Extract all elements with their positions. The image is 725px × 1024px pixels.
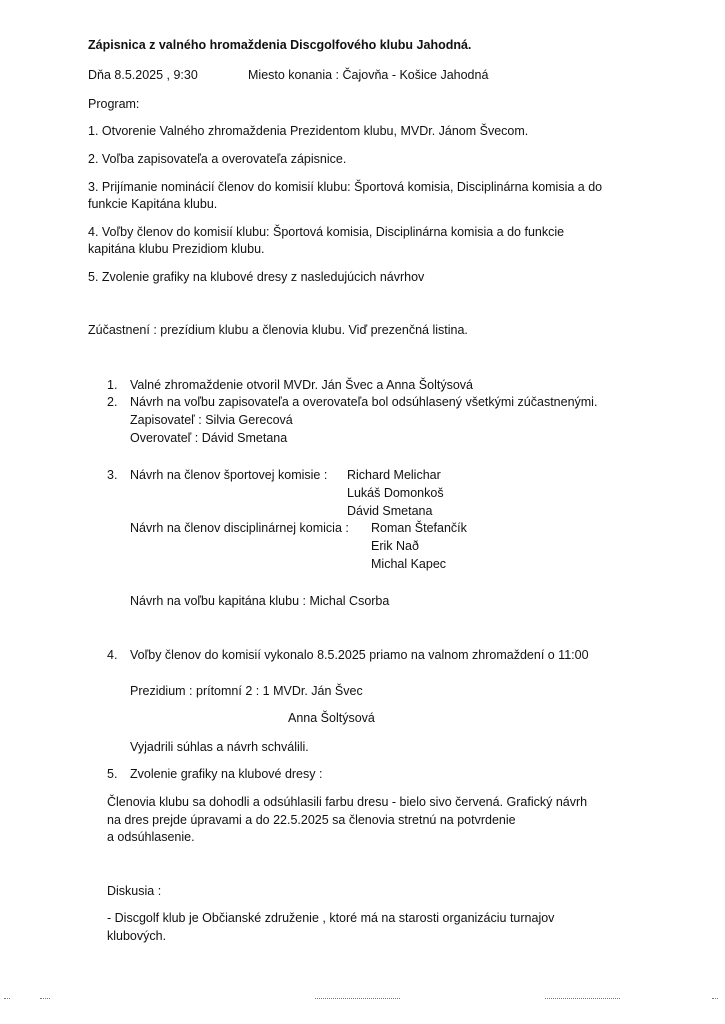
section-number: 3.	[107, 468, 118, 482]
presidium-member: Anna Šoltýsová	[288, 711, 375, 725]
program-item: 5. Zvolenie grafiky na klubové dresy z nasledujúcich návrhov	[88, 270, 425, 284]
section-2-text: Návrh na voľbu zapisovateľa a overovateľa bol odsúhlasený všetkými zúčastnenými.	[130, 395, 598, 409]
section-number: 5.	[107, 767, 118, 781]
disciplinary-member: Roman Štefančík	[371, 521, 467, 535]
program-item: 4. Voľby členov do komisií klubu: Športová komisia, Disciplinárna komisia a do funkcie	[88, 225, 565, 239]
disciplinary-member: Erik Nað	[371, 539, 419, 553]
program-heading: Program:	[88, 97, 140, 111]
footer-dots	[4, 998, 10, 1000]
section-5-paragraph: a odsúhlasenie.	[107, 830, 195, 844]
section-5-text: Zvolenie grafiky na klubové dresy :	[130, 767, 323, 781]
program-item: 2. Voľba zapisovateľa a overovateľa zápisnice.	[88, 152, 347, 166]
section-5-paragraph: na dres prejde úpravami a do 22.5.2025 sa členovia stretnú na potvrdenie	[107, 813, 516, 827]
section-number: 1.	[107, 378, 118, 392]
section-4-text: Voľby členov do komisií vykonalo 8.5.2025 priamo na valnom zhromaždení o 11:00	[130, 648, 589, 662]
sport-commission-label: Návrh na členov športovej komisie :	[130, 468, 328, 482]
captain-nomination: Návrh na voľbu kapitána klubu : Michal Csorba	[130, 594, 390, 608]
sport-member: Lukáš Domonkoš	[347, 486, 444, 500]
program-item: 3. Prijímanie nominácií členov do komisií klubu: Športová komisia, Disciplinárna komisia a do	[88, 180, 603, 194]
section-5-paragraph: Členovia klubu sa dohodli a odsúhlasili farbu dresu - bielo sivo červená. Grafický návrh	[107, 795, 588, 809]
sport-member: Richard Melichar	[347, 468, 441, 482]
section-number: 2.	[107, 395, 118, 409]
approval: Vyjadrili súhlas a návrh schválili.	[130, 740, 309, 754]
meeting-date: Dňa 8.5.2025 , 9:30	[88, 68, 198, 82]
discussion-line: - Discgolf klub je Občianské združenie , ktoré má na starosti organizáciu turnajov	[107, 911, 555, 925]
program-item: 1. Otvorenie Valného zhromaždenia Prezidentom klubu, MVDr. Jánom Švecom.	[88, 124, 529, 138]
presidium-present: Prezidium : prítomní 2 : 1 MVDr. Ján Švec	[130, 684, 363, 698]
disciplinary-commission-label: Návrh na členov disciplinárnej komicia :	[130, 521, 349, 535]
discussion-line: klubových.	[107, 929, 167, 943]
section-1-text: Valné zhromaždenie otvoril MVDr. Ján Švec a Anna Šoltýsová	[130, 378, 473, 392]
participants: Zúčastnení : prezídium klubu a členovia klubu. Viď prezenčná listina.	[88, 323, 468, 337]
footer-dots	[545, 998, 620, 1000]
verifier: Overovateľ : Dávid Smetana	[130, 431, 288, 445]
section-number: 4.	[107, 648, 118, 662]
program-item-continuation: kapitána klubu Prezidiom klubu.	[88, 242, 265, 256]
recorder: Zapisovateľ : Silvia Gerecová	[130, 413, 293, 427]
disciplinary-member: Michal Kapec	[371, 557, 447, 571]
footer-dots	[712, 998, 718, 1000]
footer-dots	[40, 998, 50, 1000]
meeting-place: Miesto konania : Čajovňa - Košice Jahodná	[248, 68, 489, 82]
program-item-continuation: funkcie Kapitána klubu.	[88, 197, 218, 211]
discussion-heading: Diskusia :	[107, 884, 162, 898]
sport-member: Dávid Smetana	[347, 504, 433, 518]
footer-dots	[315, 998, 400, 1000]
document-title: Zápisnica z valného hromaždenia Discgolfového klubu Jahodná.	[88, 38, 472, 52]
